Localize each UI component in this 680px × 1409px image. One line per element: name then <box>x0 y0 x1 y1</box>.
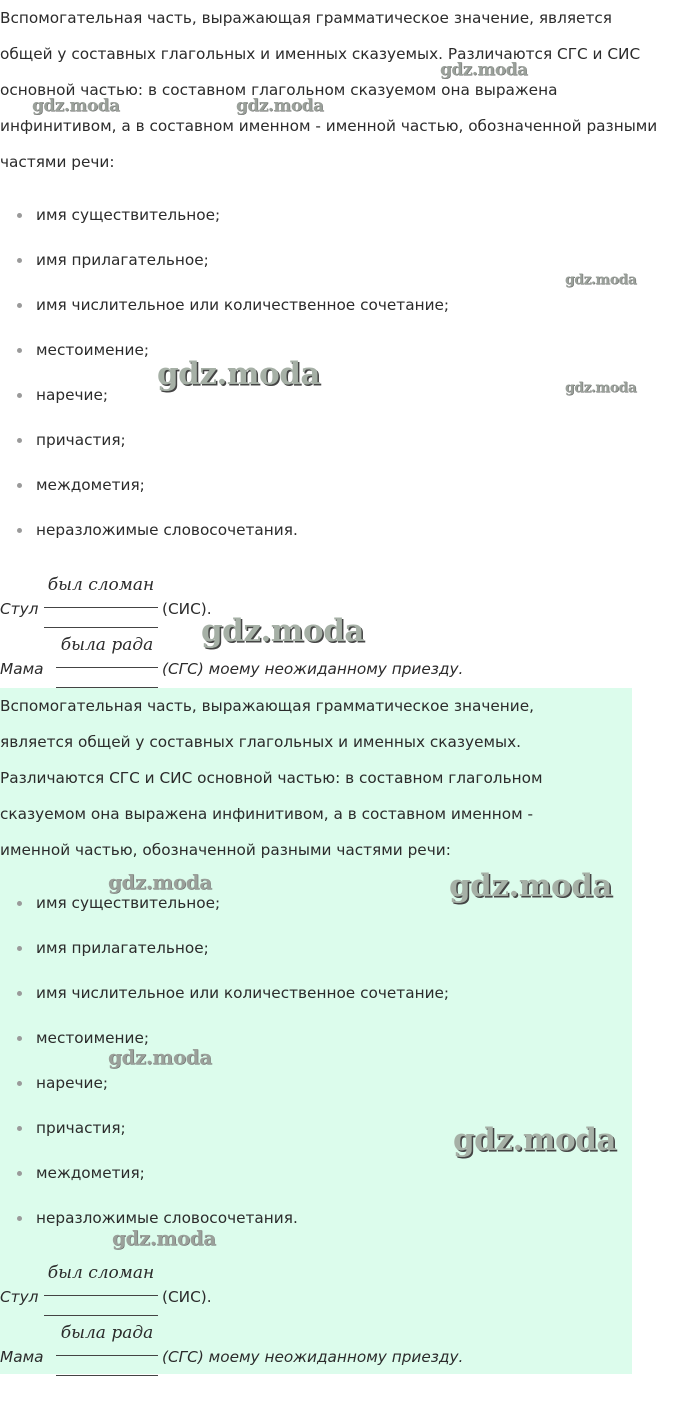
example-sentence <box>0 1320 500 1380</box>
watermark-logo: gdz.moda <box>565 272 637 288</box>
bullet-icon <box>17 946 22 951</box>
list-item: имя прилагательное; <box>0 926 449 971</box>
list-item: наречие; <box>0 373 449 418</box>
explanation-paragraph: Вспомогательная часть, выражающая грамматическое значение, является общей у составных глагольных и именных сказуемых. Различаются СГС и СИС основной частью: в составном глагольном сказуемом она выражена инфинитивом, а в составном именном - именной частью, обозначенной разными частями речи: <box>0 9 658 171</box>
parts-of-speech-list <box>0 193 449 553</box>
list-item: местоимение; <box>0 328 449 373</box>
explanation-paragraph: Вспомогательная часть, выражающая грамматическое значение, является общей у составных глагольных и именных сказуемых. Различаются СГС и СИС основной частью: в составном глагольном сказуемом она выражена инфинитивом, а в составном именном - именной частью, обозначенной разными частями речи: <box>0 697 543 859</box>
bullet-icon <box>17 348 22 353</box>
bullet-icon <box>17 303 22 308</box>
list-item: неразложимые словосочетания. <box>0 508 449 553</box>
bullet-icon <box>17 528 22 533</box>
parts-of-speech-list <box>0 881 449 1241</box>
predicate-annotation <box>44 1260 158 1316</box>
list-item: причастия; <box>0 1106 449 1151</box>
example-sentence <box>0 1260 260 1320</box>
bullet-icon <box>17 1126 22 1131</box>
watermark-logo: gdz.moda <box>449 868 612 904</box>
answer-section-1 <box>0 0 680 690</box>
bullet-icon <box>17 1081 22 1086</box>
bullet-icon <box>17 483 22 488</box>
underline <box>56 1375 158 1376</box>
watermark-logo: gdz.moda <box>440 60 528 80</box>
example-rest: (СГС) моему неожиданному приезду. <box>162 1348 464 1366</box>
bullet-icon <box>17 393 22 398</box>
watermark-logo: gdz.moda <box>108 1045 212 1069</box>
list-item: имя существительное; <box>0 881 449 926</box>
watermark-logo: gdz.moda <box>201 613 364 649</box>
bullet-icon <box>17 901 22 906</box>
list-item: имя прилагательное; <box>0 238 449 283</box>
list-item: междометия; <box>0 463 449 508</box>
list-item: имя существительное; <box>0 193 449 238</box>
bullet-icon <box>17 1216 22 1221</box>
watermark-logo: gdz.moda <box>236 96 324 116</box>
watermark-logo: gdz.moda <box>112 1226 216 1250</box>
list-item: наречие; <box>0 1061 449 1106</box>
watermark-logo: gdz.moda <box>108 870 212 894</box>
underline <box>44 1315 158 1316</box>
bullet-icon <box>17 258 22 263</box>
bullet-icon <box>17 1171 22 1176</box>
watermark-logo: gdz.moda <box>453 1122 616 1158</box>
predicate-annotation <box>44 572 158 628</box>
example-sentence <box>0 632 500 692</box>
example-subject: Мама <box>0 660 44 678</box>
bullet-icon <box>17 438 22 443</box>
answer-section-2 <box>0 688 632 1374</box>
bullet-icon <box>17 991 22 996</box>
example-rest: (СГС) моему неожиданному приезду. <box>162 660 464 678</box>
predicate-text: был сломан <box>47 575 155 595</box>
example-subject: Мама <box>0 1348 44 1366</box>
predicate-annotation <box>56 1320 158 1376</box>
list-item: имя числительное или количественное сочетание; <box>0 283 449 328</box>
example-rest: (СИС). <box>162 600 212 618</box>
predicate-annotation <box>56 632 158 688</box>
bullet-icon <box>17 213 22 218</box>
bullet-icon <box>17 1036 22 1041</box>
example-rest: (СИС). <box>162 1288 212 1306</box>
underline <box>44 1295 158 1296</box>
list-item: междометия; <box>0 1151 449 1196</box>
list-item: причастия; <box>0 418 449 463</box>
predicate-text: была рада <box>60 1323 154 1343</box>
underline <box>44 627 158 628</box>
example-subject: Стул <box>0 600 39 618</box>
example-sentence <box>0 572 260 632</box>
predicate-text: была рада <box>60 635 154 655</box>
underline <box>56 667 158 668</box>
underline <box>56 1355 158 1356</box>
underline <box>44 607 158 608</box>
list-item: неразложимые словосочетания. <box>0 1196 449 1241</box>
predicate-text: был сломан <box>47 1263 155 1283</box>
watermark-logo: gdz.moda <box>565 380 637 396</box>
watermark-logo: gdz.moda <box>157 356 320 392</box>
example-subject: Стул <box>0 1288 39 1306</box>
list-item: имя числительное или количественное сочетание; <box>0 971 449 1016</box>
watermark-logo: gdz.moda <box>32 96 120 116</box>
list-item: местоимение; <box>0 1016 449 1061</box>
